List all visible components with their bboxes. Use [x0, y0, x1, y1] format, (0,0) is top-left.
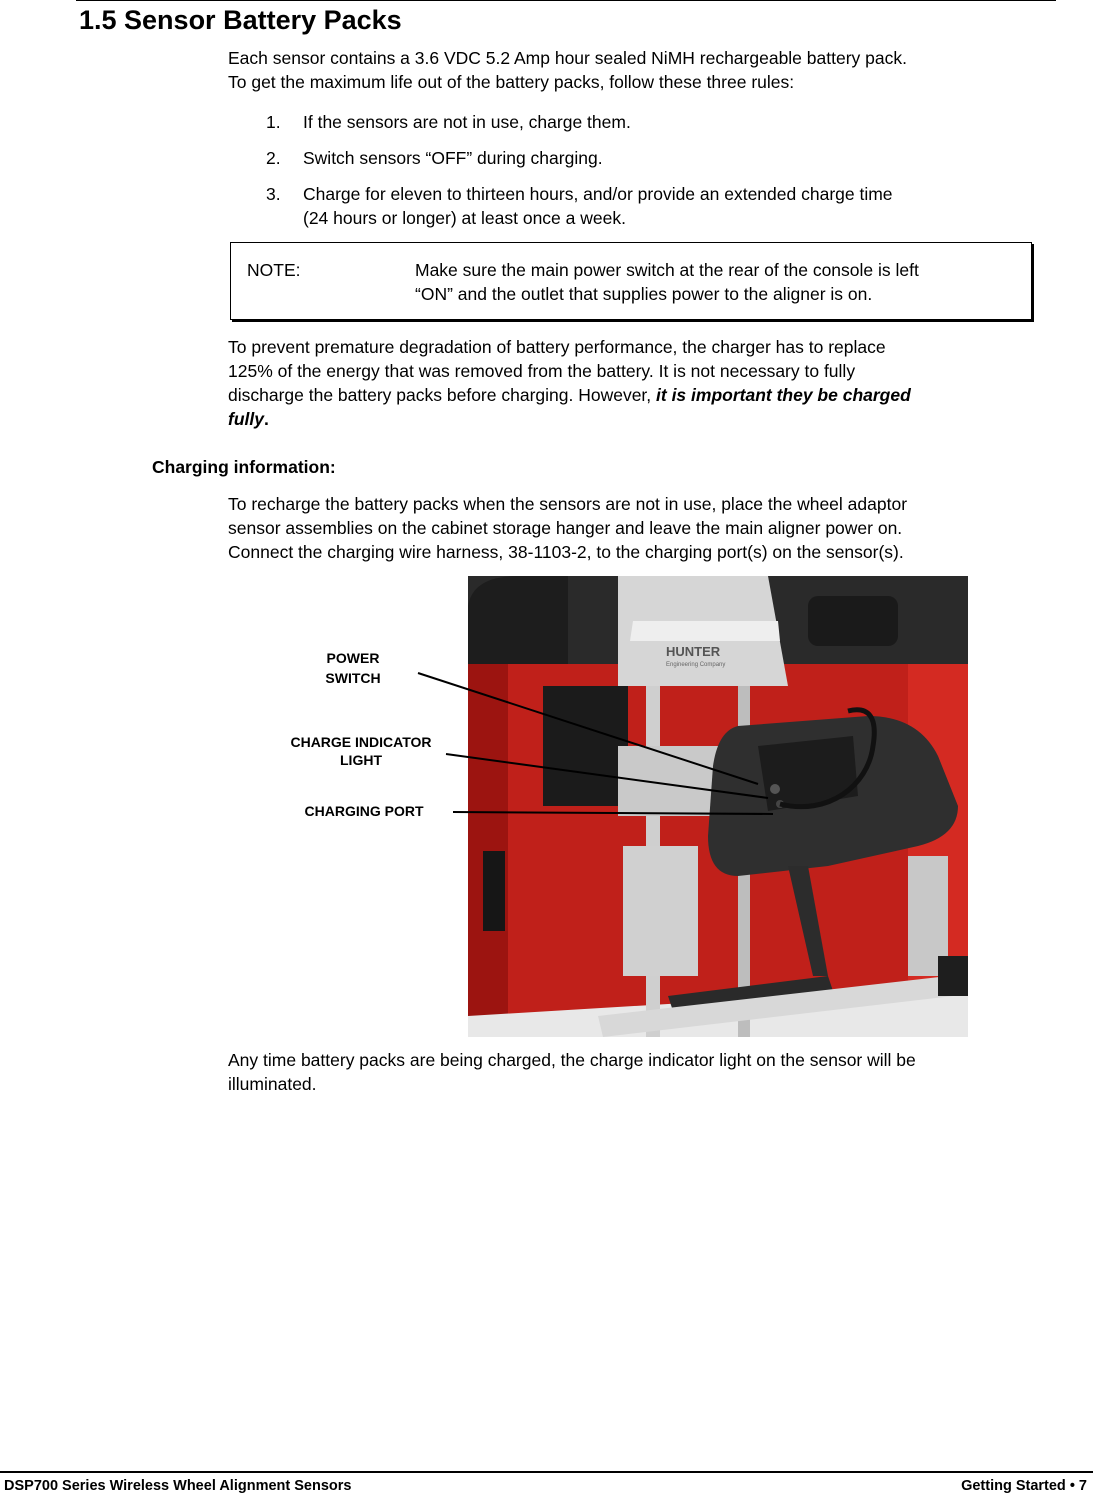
rule-number: 3.	[266, 184, 281, 204]
closing-line-2: illuminated.	[228, 1074, 317, 1094]
footer-rule	[0, 1471, 1093, 1473]
period: .	[263, 409, 269, 429]
rule-number: 2.	[266, 148, 281, 168]
degradation-line-1: To prevent premature degradation of battery performance, the charger has to replace	[228, 337, 886, 357]
note-box	[230, 242, 1032, 320]
cabinet-panel	[543, 686, 628, 806]
note-text	[415, 258, 1025, 306]
intro-line-2: To get the maximum life out of the battery packs, follow these three rules:	[228, 72, 795, 92]
charging-port-label: CHARGING PORT	[304, 803, 424, 819]
degradation-line-2: 125% of the energy that was removed from the battery. It is not necessary to fully	[228, 361, 856, 381]
charging-paragraph	[228, 492, 1058, 564]
power-switch-label-1: POWER	[326, 650, 380, 666]
rule-text	[303, 182, 1043, 230]
note-label: NOTE:	[247, 260, 301, 280]
intro-line-1: Each sensor contains a 3.6 VDC 5.2 Amp hour sealed NiMH rechargeable battery pack.	[228, 48, 907, 68]
rule-number: 1.	[266, 112, 281, 132]
rule-text-line-2: (24 hours or longer) at least once a week.	[303, 208, 626, 228]
closing-line-1: Any time battery packs are being charged, the charge indicator light on the sensor will be	[228, 1050, 916, 1070]
footer-page: Getting Started • 7	[961, 1478, 1087, 1494]
sensor-photo	[268, 576, 968, 1037]
degradation-line-3: discharge the battery packs before charging. However,	[228, 385, 657, 405]
lower-bracket	[623, 846, 698, 976]
rule-text: Switch sensors “OFF” during charging.	[303, 148, 603, 168]
rule-text: If the sensors are not in use, charge them.	[303, 112, 631, 132]
emphasis-text-cont: fully	[228, 409, 264, 429]
charge-light-label-2: LIGHT	[340, 752, 382, 768]
emphasis-text: it is important they be charged	[656, 385, 911, 405]
logo-subtext: Engineering Company	[666, 662, 726, 668]
charge-indicator-light	[770, 784, 780, 794]
note-line-1: Make sure the main power switch at the rear of the console is left	[415, 260, 919, 280]
power-switch-label-2: SWITCH	[325, 670, 381, 686]
charging-line-1: To recharge the battery packs when the sensors are not in use, place the wheel adaptor	[228, 494, 908, 514]
section-heading: 1.5 Sensor Battery Packs	[79, 5, 402, 35]
charging-line-3: Connect the charging wire harness, 38-1103-2, to the charging port(s) on the sensor(s).	[228, 542, 904, 562]
footer-title: DSP700 Series Wireless Wheel Alignment Sensors	[4, 1478, 352, 1494]
header-rule	[76, 0, 1056, 1]
degradation-paragraph	[228, 335, 1058, 431]
rule-text-line-1: Charge for eleven to thirteen hours, and/or provide an extended charge time	[303, 184, 893, 204]
note-line-2: “ON” and the outlet that supplies power to the aligner is on.	[415, 284, 873, 304]
charging-line-2: sensor assemblies on the cabinet storage hanger and leave the main aligner power on.	[228, 518, 903, 538]
intro-paragraph	[228, 46, 1058, 94]
charge-light-label-1: CHARGE INDICATOR	[290, 734, 432, 750]
charging-heading: Charging information:	[152, 457, 336, 477]
closing-paragraph	[228, 1048, 1058, 1096]
storage-pad	[808, 596, 898, 646]
logo-text: HUNTER	[666, 644, 721, 659]
